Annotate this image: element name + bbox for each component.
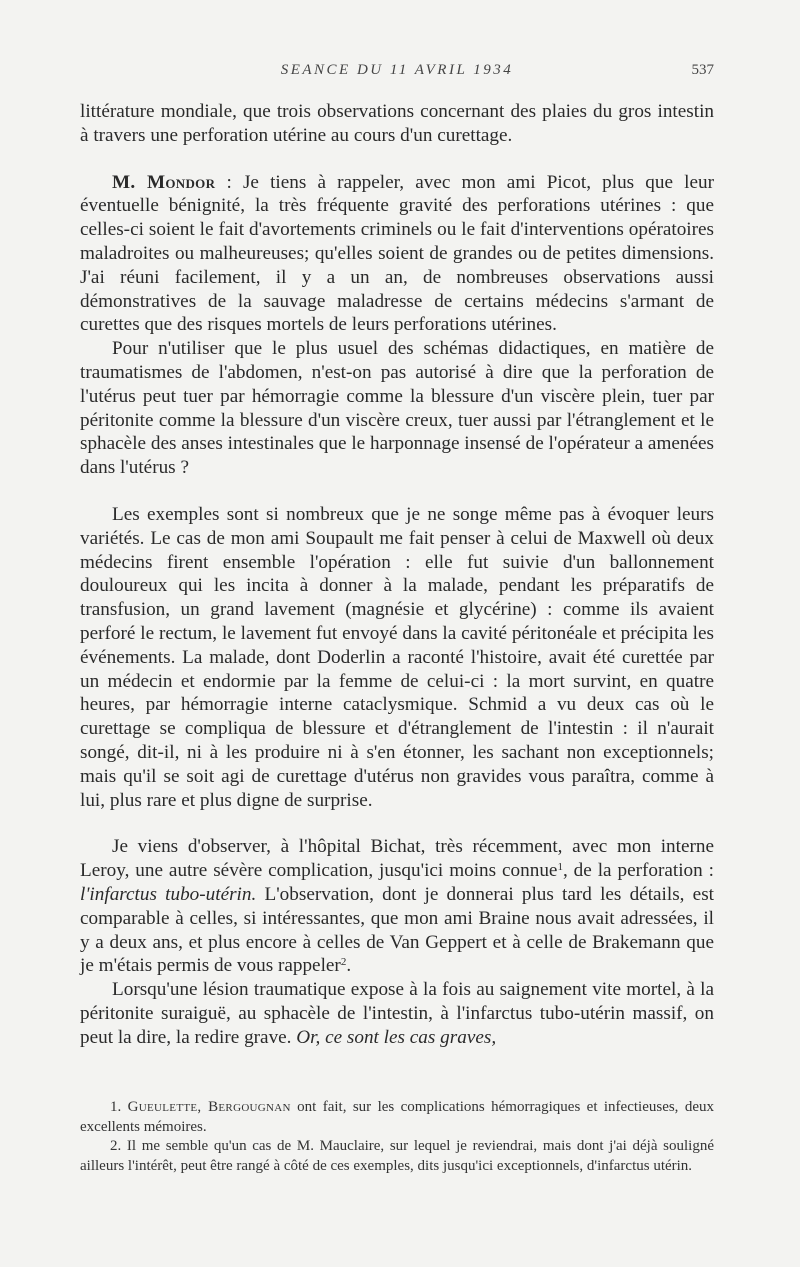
paragraph-3: Pour n'utiliser que le plus usuel des schémas didactiques, en matière de traumatismes de l'abdomen, n'est-on pas autorisé à dire que la perforation de l'utérus peut tuer par hémorragie comme la blessure d'un viscère plein, tuer par péritonite comme la blessure d'un viscère creux, tuer aussi par l'étranglement et le sphacèle des anses intestinales que le harponnage insensé de l'opérateur a amenées dans l'utérus ? [80,338,714,479]
footnote-1-number: 1. [110,1099,128,1115]
footnote-1-authors: Gueulette, Bergougnan [127,1099,291,1115]
running-header [80,62,714,84]
footnote-ref-1: 1 [557,861,563,874]
body-text [80,100,714,1049]
speaker-name: M. Mondor [112,171,216,193]
header-title: SEANCE DU 11 AVRIL 1934 [280,62,514,78]
footnotes [80,1098,714,1176]
paragraph-5 [80,835,714,978]
paragraph-4: Les exemples sont si nombreux que je ne songe même pas à évoquer leurs variétés. Le cas de mon ami Soupault me fait penser à celui de Maxwell où deux médecins firent ensemble l'opération : elle fut suivie d'un ballonnement douloureux qui les incita à donner à la malade, pendant les préparatifs de transfusion, un grand lavement (magnésie et glycérine) : comme ils avaient perforé le rectum, le lavement fut envoyé dans la cavité péritonéale et précipita les événements. La malade, dont Doderlin a raconté l'histoire, avait été curettée par un médecin et endormie par la femme de celui-ci : la mort survint, en quatre heures, par hémorragie interne cataclysmique. Schmid a vu deux cas où le curettage se compliqua de blessure et d'étranglement de l'intestin : il n'aurait songé, dit-il, ni à les produire ni à s'en étonner, les sachant non exceptionnels; mais qu'il se soit agi de curettage d'utérus non gravides vous paraîtra, comme à lui, plus rare et plus digne de surprise. [80,503,714,811]
paragraph-5-part-c: L'observation, dont je donnerai plus tard les détails, est comparable à celles, si intéressantes, que mon ami Braine nous avait adressées, il y a deux ans, et plus encore à celles de Van Geppert et à celle de Brakemann que je m'étais permis de vous rappeler [80,883,714,977]
paragraph-2-text: : Je tiens à rappeler, avec mon ami Picot, plus que leur éventuelle bénignité, la très fréquente gravité des perforations utérines : que celles-ci soient le fait d'avortements criminels ou le fait d'interventions opératoires maladroites ou malheureuses; qu'elles soient de grandes ou de petites dimensions. J'ai réuni facilement, il y a un an, de nombreuses observations aussi démonstratives de la sauvage maladresse de certains médecins s'armant de curettes que des risques mortels de leurs perforations utérines. [80,171,715,336]
page-number: 537 [691,62,714,78]
paragraph-5-part-b: , de la perforation : [562,860,715,882]
paragraph-5-part-a: Je viens d'observer, à l'hôpital Bichat, très récemment, avec mon interne Leroy, une autre sévère complication, jusqu'ici moins connue [80,836,714,882]
paragraph-6-italic: Or, ce sont les cas graves, [296,1026,497,1048]
footnote-2: 2. Il me semble qu'un cas de M. Mauclaire, sur lequel je reviendrai, mais dont j'ai déjà souligné ailleurs l'intérêt, peut être rangé à côté de ces exemples, dits jusqu'ici exceptionnels, d'infarctus utérin. [80,1138,714,1174]
paragraph-2 [80,171,714,338]
footnote-ref-2: 2 [340,956,347,969]
paragraph-5-part-d: . [346,955,352,977]
footnote-1 [80,1098,714,1137]
paragraph-6-text: Lorsqu'une lésion traumatique expose à la fois au saignement vite mortel, à la péritonite suraiguë, au sphacèle de l'intestin, à l'infarctus tubo-utérin massif, on peut la dire, la redire grave. [80,979,714,1048]
paragraph-5-italic: l'infarctus tubo-utérin. [80,883,257,905]
footnote-1-text: ont fait, sur les complications hémorragiques et infectieuses, deux excellents mémoires. [80,1099,714,1135]
paragraph-1: littérature mondiale, que trois observations concernant des plaies du gros intestin à travers une perforation utérine au cours d'un curettage. [80,101,714,146]
paragraph-6 [80,978,714,1049]
